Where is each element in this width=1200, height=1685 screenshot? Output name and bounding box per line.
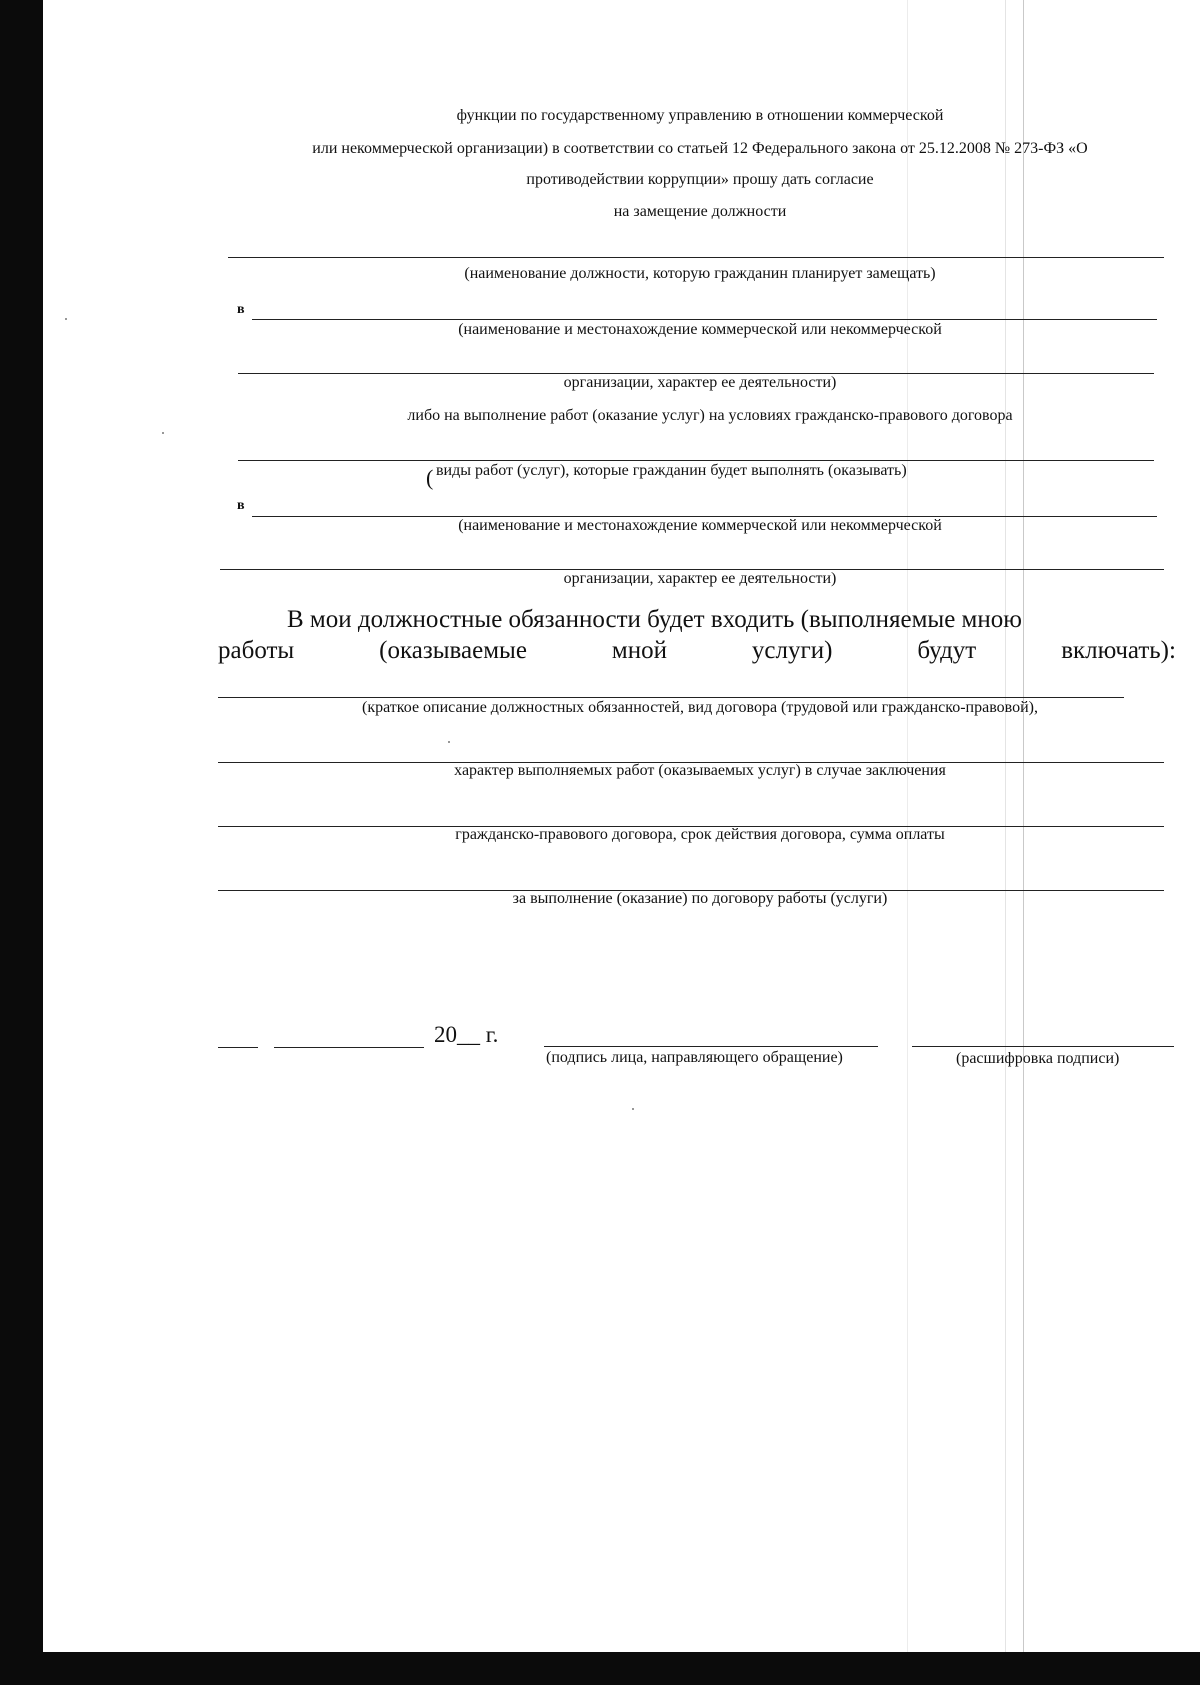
intro-line: противодействии коррупции» прошу дать согласие [526,171,874,188]
prefix-letter: в [237,302,245,317]
caption-duties: гражданско-правового договора, срок действия договора, сумма оплаты [455,826,945,843]
caption-duties: (краткое описание должностных обязанностей, вид договора (трудовой или гражданско-правовой), [362,699,1038,716]
fill-line-position [228,257,1164,258]
intro-line: или некоммерческой организации) в соответствии со статьей 12 Федерального закона от 25.12.2008 № 273-ФЗ «О [312,140,1088,157]
duties-word: услуги) [751,637,833,664]
caption-signature-decoding: (расшифровка подписи) [956,1050,1120,1067]
caption-work-types: виды работ (услуг), которые гражданин будет выполнять (оказывать) [436,462,907,479]
scan-speck [448,741,450,743]
duties-word: мной [611,637,667,664]
caption-position-name: (наименование должности, которую гражданин планирует замещать) [464,265,936,282]
duties-statement-line2 [218,636,1176,666]
stray-parenthesis: ( [426,465,434,490]
intro-line: на замещение должности [613,203,787,220]
caption-signer: (подпись лица, направляющего обращение) [546,1049,843,1066]
caption-or-contract: либо на выполнение работ (оказание услуг) на условиях гражданско-правового договора [407,407,1013,424]
caption-org-name: (наименование и местонахождение коммерческой или некоммерческой [458,517,942,534]
scan-edge-bottom [0,1652,1200,1685]
scan-speck [65,318,67,320]
duties-word: (оказываемые [379,637,527,664]
caption-org-activity: организации, характер ее деятельности) [563,374,837,391]
scan-speck [632,1108,634,1110]
scan-speck [162,432,164,434]
date-month-line [274,1047,424,1048]
intro-line: функции по государственному управлению в отношении коммерческой [456,107,944,124]
duties-word: будут [917,637,977,664]
caption-duties: за выполнение (оказание) по договору работы (услуги) [512,890,888,907]
signature-decoding-line [912,1046,1174,1047]
date-year: 20__ г. [434,1022,499,1047]
date-day-line [218,1047,258,1048]
caption-duties: характер выполняемых работ (оказываемых услуг) в случае заключения [454,762,946,779]
prefix-letter: в [237,498,245,513]
scan-edge-left [0,0,43,1685]
signature-line [544,1046,878,1047]
caption-org-name: (наименование и местонахождение коммерческой или некоммерческой [458,321,942,338]
duties-word: работы [218,637,295,664]
duties-word: включать): [1061,637,1176,664]
duties-statement-line1: В мои должностные обязанности будет входить (выполняемые мною [287,606,1022,633]
caption-org-activity: организации, характер ее деятельности) [563,570,837,587]
